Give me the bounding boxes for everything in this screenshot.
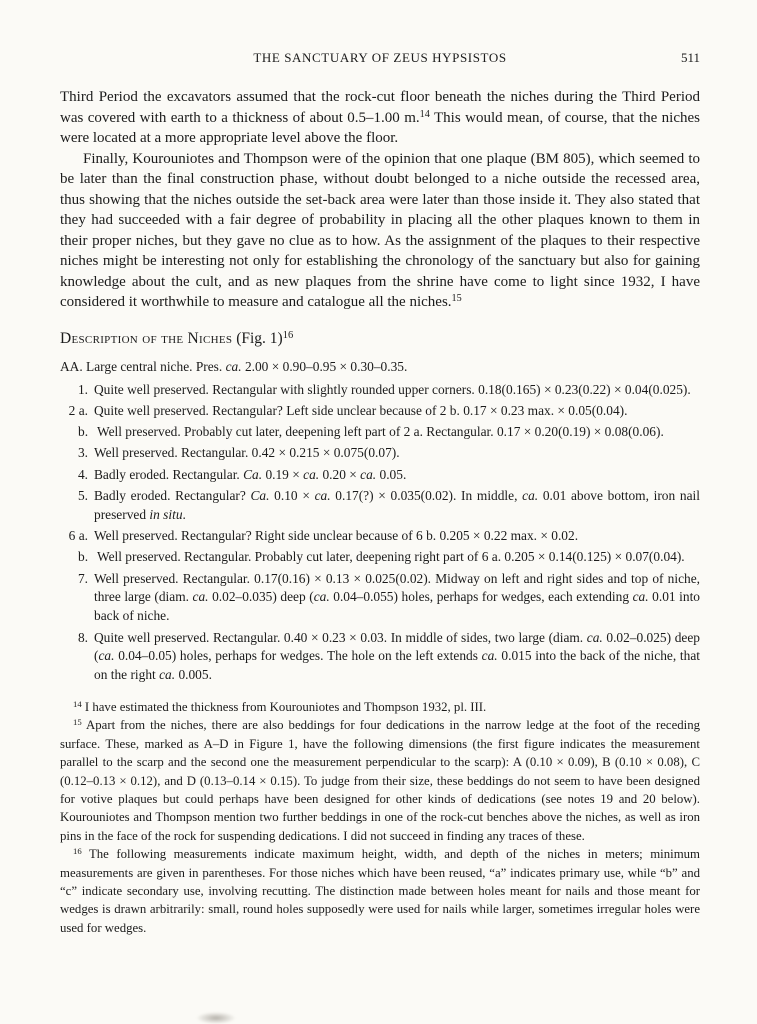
catalogue-item-label: 8.	[77, 629, 88, 645]
footnote	[60, 845, 700, 937]
catalogue-item	[60, 629, 700, 685]
footnote-text: I have estimated the thickness from Kourouniotes and Thompson 1932, pl. III.	[81, 699, 487, 714]
footnote-text: Apart from the niches, there are also beddings for four dedications in the narrow ledge at the foot of the receding surface. These, marked as A–D in Figure 1, have the following dimensions (the first figure indicates the measurement parallel to the scarp and the second one the measurement perpendicular to the scarp): A (0.10 × 0.09), B (0.10 × 0.08), C (0.12–0.13 × 0.12), and D (0.13–0.14 × 0.15). To judge from their size, these beddings do not seem to have been designed for votive plaques but could perhaps have been designed for other kinds of dedications (see notes 19 and 20 below). Kourouniotes and Thompson mention two further beddings in one of the rock-cut benches above the niches, as well as iron pins in the face of the rock for suspending dedications. I did not succeed in finding any traces of these.	[60, 718, 700, 843]
body-paragraph-2: Finally, Kourouniotes and Thompson were of the opinion that one plaque (BM 805), which seemed to be later than the final construction phase, without doubt belonged to a niche outside the recessed area, thus showing that the niches outside the set-back area were later than those inside it. They also stated that they had succeeded with a fair degree of probability in placing all the other plaques known to them in their proper niches, but they gave no clue as to how. As the assignment of the plaques to their respective niches might be interesting not only for establishing the chronology of the sanctuary but also for gaining knowledge about the cult, and as new plaques from the shrine have come to light since 1932, I have considered it worthwhile to measure and catalogue all the niches.$^{15}$	[60, 150, 700, 310]
catalogue-item-label: 2 a.	[68, 402, 88, 418]
catalogue-item	[60, 381, 700, 400]
catalogue-item	[60, 466, 700, 485]
catalogue-item-label: 7.	[77, 570, 88, 586]
catalogue-intro: AA. Large central niche. Pres. ca. 2.00 × 0.90–0.95 × 0.30–0.35.	[60, 358, 408, 374]
footnote	[60, 698, 700, 716]
catalogue-item-text: Quite well preserved. Rectangular with slightly rounded upper corners. 0.18(0.165) × 0.23(0.22) × 0.04(0.025).	[94, 381, 691, 397]
catalogue-item-text: Well preserved. Probably cut later, deepening left part of 2 a. Rectangular. 0.17 × 0.20(0.19) × 0.08(0.06).	[97, 424, 664, 440]
footnote-number: 14	[73, 699, 82, 710]
catalogue-item	[60, 444, 700, 463]
catalogue-item-label: b.	[78, 424, 89, 440]
catalogue-item-text: Quite well preserved. Rectangular? Left side unclear because of 2 b. 0.17 × 0.23 max. × 0.05(0.04).	[94, 402, 628, 418]
section-heading-text: Description of the Niches	[60, 329, 233, 347]
catalogue-item-label: 6 a.	[68, 528, 88, 544]
catalogue-item-label: 4.	[77, 466, 88, 482]
running-head-title: THE SANCTUARY OF ZEUS HYPSISTOS	[253, 50, 507, 65]
catalogue-item	[60, 548, 700, 567]
catalogue-item-text: Badly eroded. Rectangular. Ca. 0.19 × ca. 0.20 × ca. 0.05.	[94, 466, 407, 482]
catalogue-item-text: Well preserved. Rectangular. 0.42 × 0.215 × 0.075(0.07).	[94, 445, 400, 461]
catalogue-item	[60, 402, 700, 421]
catalogue-item	[60, 487, 700, 525]
running-head	[60, 50, 700, 66]
page-number: 511	[680, 50, 700, 65]
catalogue-list	[60, 381, 700, 685]
catalogue-item-label: 5.	[77, 487, 88, 503]
catalogue-item-text: Well preserved. Rectangular. Probably cut later, deepening right part of 6 a. 0.205 × 0.14(0.125) × 0.07(0.04).	[97, 549, 685, 565]
footnote-number: 16	[73, 846, 82, 857]
catalogue-item-label: 3.	[77, 445, 88, 461]
body-paragraph-1: Third Period the excavators assumed that the rock-cut floor beneath the niches during the Third Period was covered with earth to a thickness of about 0.5–1.00 m.$^{14}$ This would mean, of course, that the niches were located at a more appropriate level above the floor.	[60, 89, 700, 146]
section-footnote-ref: 16	[282, 329, 294, 341]
catalogue-item-text: Well preserved. Rectangular. 0.17(0.16) × 0.13 × 0.025(0.02). Midway on left and right sides and top of niche, three large (diam. ca. 0.02–0.035) deep (ca. 0.04–0.055) holes, perhaps for wedges, each extending ca. 0.01 into back of niche.	[94, 570, 700, 624]
footnotes	[60, 698, 700, 937]
catalogue-item-label: b.	[78, 549, 89, 565]
scan-smudge	[196, 1012, 236, 1024]
section-heading	[60, 330, 700, 348]
catalogue-item-text: Badly eroded. Rectangular? Ca. 0.10 × ca. 0.17(?) × 0.035(0.02). In middle, ca. 0.01 above bottom, iron nail preserved in situ.	[94, 487, 700, 522]
section-fig-ref: (Fig. 1)	[232, 329, 283, 347]
catalogue-item-text: Well preserved. Rectangular? Right side unclear because of 6 b. 0.205 × 0.22 max. × 0.02.	[94, 528, 579, 544]
catalogue-item	[60, 423, 700, 442]
catalogue-item	[60, 570, 700, 626]
catalogue-item	[60, 527, 700, 546]
footnote-text: The following measurements indicate maximum height, width, and depth of the niches in meters; minimum measurements are given in parentheses. For those niches which have been reused, “a” indicates primary use, while “b” and “c” indicate secondary use, involving recutting. The distinction made between holes meant for nails and those meant for wedges is drawn arbitrarily: small, round holes supposedly were used for nails while larger, sometimes irregular holes were used for wedges.	[60, 847, 700, 935]
catalogue-item-label: 1.	[77, 381, 88, 397]
catalogue-item-text: Quite well preserved. Rectangular. 0.40 × 0.23 × 0.03. In middle of sides, two large (diam. ca. 0.02–0.025) deep (ca. 0.04–0.05) holes, perhaps for wedges. The hole on the left extends ca. 0.015 into the back of the niche, that on the right ca. 0.005.	[94, 629, 700, 683]
footnote	[60, 716, 700, 845]
footnote-number: 15	[73, 717, 82, 728]
